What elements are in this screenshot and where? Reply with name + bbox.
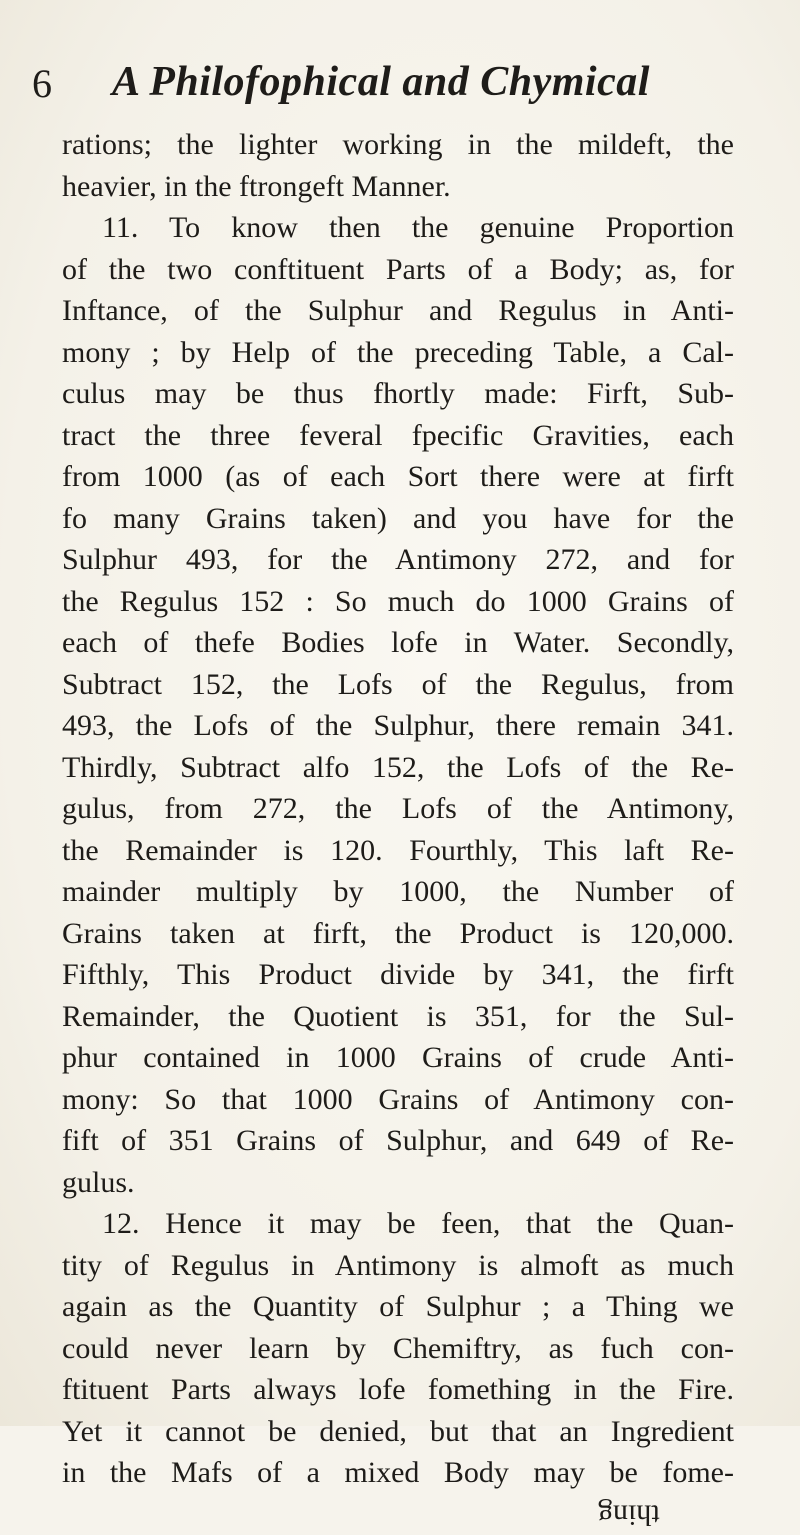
text-line: gulus. <box>62 1162 734 1204</box>
text-line: in the Mafs of a mixed Body may be fome- <box>62 1452 734 1494</box>
text-line: Inftance, of the Sulphur and Regulus in Anti- <box>62 290 734 332</box>
text-line: mony: So that 1000 Grains of Antimony con- <box>62 1079 734 1121</box>
text-line: each of thefe Bodies lofe in Water. Secondly, <box>62 622 734 664</box>
text-line: mony ; by Help of the preceding Table, a Cal- <box>62 332 734 374</box>
text-line: rations; the lighter working in the mildeft, the <box>62 124 734 166</box>
text-line: Thirdly, Subtract alfo 152, the Lofs of the Re- <box>62 747 734 789</box>
text-line: ftituent Parts always lofe fomething in the Fire. <box>62 1369 734 1411</box>
text-line: Yet it cannot be denied, but that an Ingredient <box>62 1411 734 1453</box>
page-header <box>30 52 770 112</box>
text-line: Grains taken at firft, the Product is 120,000. <box>62 913 734 955</box>
text-line: tract the three feveral fpecific Gravities, each <box>62 415 734 457</box>
text-line: the Remainder is 120. Fourthly, This laft Re- <box>62 830 734 872</box>
text-line: from 1000 (as of each Sort there were at firft <box>62 456 734 498</box>
text-line: gulus, from 272, the Lofs of the Antimony, <box>62 788 734 830</box>
text-line: could never learn by Chemiftry, as fuch con- <box>62 1328 734 1370</box>
page-number: 6 <box>32 60 52 107</box>
text-line: fo many Grains taken) and you have for the <box>62 498 734 540</box>
text-line: 493, the Lofs of the Sulphur, there remain 341. <box>62 705 734 747</box>
text-line: Subtract 152, the Lofs of the Regulus, from <box>62 664 734 706</box>
text-line: mainder multiply by 1000, the Number of <box>62 871 734 913</box>
text-line: heavier, in the ftrongeft Manner. <box>62 166 734 208</box>
text-line: tity of Regulus in Antimony is almoft as much <box>62 1245 734 1287</box>
text-line: again as the Quantity of Sulphur ; a Thing we <box>62 1286 734 1328</box>
text-line: of the two conftituent Parts of a Body; as, for <box>62 249 734 291</box>
body-text <box>62 124 734 1535</box>
catchword: thing <box>598 1494 660 1535</box>
catchword-line <box>62 1494 734 1535</box>
text-line: Fifthly, This Product divide by 341, the firft <box>62 954 734 996</box>
running-title: A Philofophical and Chymical <box>112 58 650 106</box>
text-line: 12. Hence it may be feen, that the Quan- <box>62 1203 734 1245</box>
text-line: culus may be thus fhortly made: Firft, Sub- <box>62 373 734 415</box>
text-line: the Regulus 152 : So much do 1000 Grains of <box>62 581 734 623</box>
text-line: phur contained in 1000 Grains of crude Anti- <box>62 1037 734 1079</box>
text-line: Sulphur 493, for the Antimony 272, and for <box>62 539 734 581</box>
text-line: 11. To know then the genuine Proportion <box>62 207 734 249</box>
text-line: Remainder, the Quotient is 351, for the Sul- <box>62 996 734 1038</box>
text-line: fift of 351 Grains of Sulphur, and 649 of Re- <box>62 1120 734 1162</box>
